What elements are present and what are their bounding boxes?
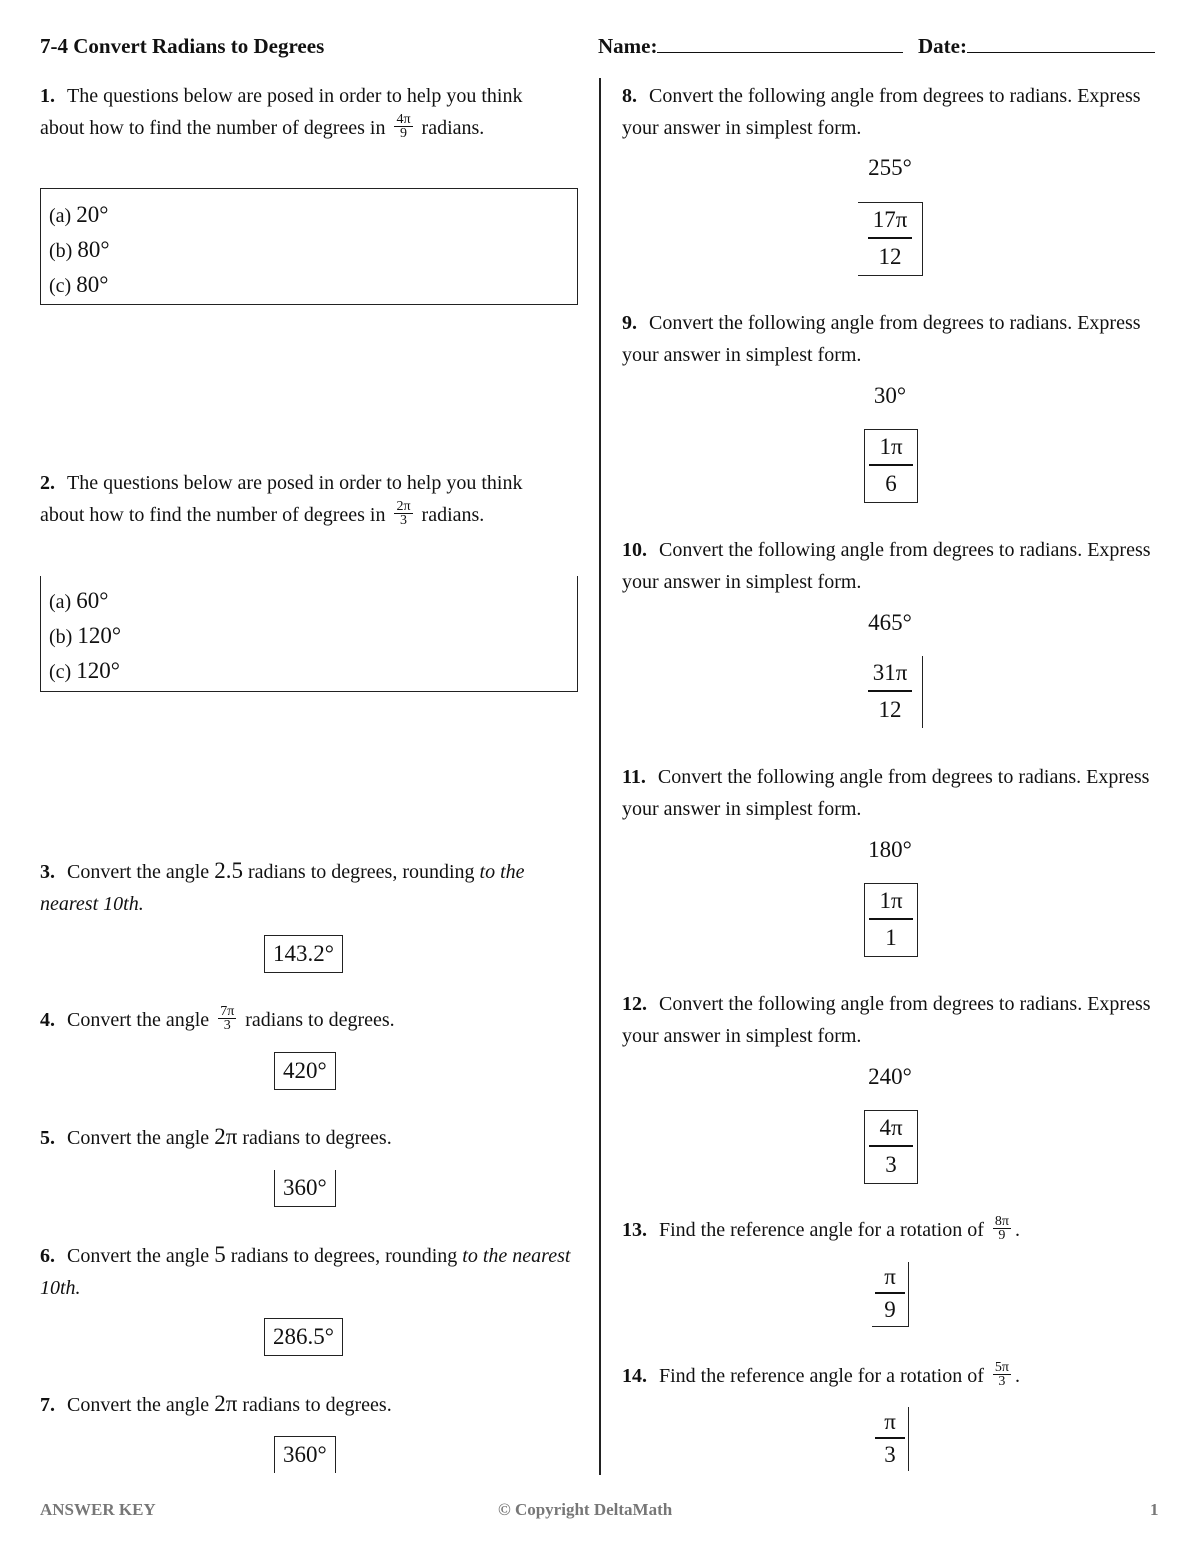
q3-answer: 143.2° [264, 935, 343, 973]
q1-answer-box [40, 188, 578, 305]
q6-answer: 286.5° [264, 1318, 343, 1356]
name-label: Name: [598, 34, 658, 58]
date-line[interactable] [967, 34, 1155, 53]
question-4: 4. Convert the angle $\frac{7\pi}{3}$ radians to degrees. [40, 1003, 395, 1033]
question-2: 2. The questions below are posed in order to help you think about how to find the number of degrees in $\frac{2\pi}{3}$ radians. [40, 472, 523, 528]
q2-answer-a: (a) 60° [49, 588, 109, 613]
name-field[interactable] [598, 34, 903, 59]
q14-answer: π 3 [872, 1407, 909, 1471]
footer-copyright: © Copyright DeltaMath [498, 1500, 673, 1519]
q2-answer-b: (b) 120° [49, 623, 122, 648]
q9-answer: 1π 6 [864, 429, 918, 503]
q7-answer: 360° [274, 1436, 336, 1473]
q1-answer-a: (a) 20° [49, 202, 109, 227]
q5-answer: 360° [274, 1170, 336, 1207]
q13-fraction: $\frac{8\pi}{9}$ [994, 1213, 1009, 1243]
q2-fraction: $\frac{2\pi}{3}$ [396, 498, 411, 528]
q10-degrees: 465° [868, 610, 912, 635]
q9-degrees: 30° [873, 383, 907, 408]
q12-degrees: 240° [868, 1064, 912, 1089]
date-label: Date: [918, 34, 967, 58]
question-10: 10. Convert the following angle from degrees to radians. Express your answer in simplest form. [622, 539, 1151, 593]
q2-answer-c: (c) 120° [49, 658, 120, 683]
q1-fraction: $\frac{4\pi}{9}$ [396, 111, 411, 141]
question-13: 13. Find the reference angle for a rotation of $\frac{8\pi}{9}$ . [622, 1213, 1020, 1243]
page-number: 1 [1150, 1500, 1159, 1519]
worksheet-title: 7-4 Convert Radians to Degrees [40, 34, 325, 58]
question-8: 8. Convert the following angle from degrees to radians. Express your answer in simplest form. [622, 85, 1141, 139]
q2-answer-box [40, 576, 578, 692]
question-5: 5. Convert the angle 2π radians to degrees. [40, 1124, 392, 1149]
question-9: 9. Convert the following angle from degrees to radians. Express your answer in simplest form. [622, 312, 1141, 366]
q4-fraction: $\frac{7\pi}{3}$ [220, 1003, 235, 1033]
name-line[interactable] [657, 34, 903, 53]
question-12: 12. Convert the following angle from degrees to radians. Express your answer in simplest form. [622, 993, 1151, 1047]
q11-answer: 1π 1 [864, 883, 918, 957]
q12-answer: 4π 3 [864, 1110, 918, 1184]
question-11: 11. Convert the following angle from degrees to radians. Express your answer in simplest form. [622, 766, 1150, 820]
question-7: 7. Convert the angle 2π radians to degrees. [40, 1391, 392, 1416]
q8-answer: 17π 12 [858, 202, 923, 276]
question-14: 14. Find the reference angle for a rotation of $\frac{5\pi}{3}$ . [622, 1359, 1020, 1389]
footer-answer-key: ANSWER KEY [40, 1500, 156, 1519]
q1-answer-c: (c) 80° [49, 272, 109, 297]
q10-answer: 31π 12 [858, 656, 923, 728]
column-divider [599, 78, 601, 1475]
question-1: 1. The questions below are posed in order to help you think about how to find the number of degrees in $\frac{4\pi}{9}$ radians. [40, 85, 523, 141]
q11-degrees: 180° [868, 837, 912, 862]
question-6: 6. Convert the angle 5 radians to degrees, rounding to the nearest 10th. [40, 1242, 571, 1299]
question-3: 3. Convert the angle 2.5 radians to degrees, rounding to the nearest 10th. [40, 858, 525, 915]
q4-answer: 420° [274, 1052, 336, 1090]
q14-fraction: $\frac{5\pi}{3}$ [994, 1359, 1009, 1389]
q1-answer-b: (b) 80° [49, 237, 110, 262]
q13-answer: π 9 [872, 1262, 909, 1327]
q8-degrees: 255° [868, 155, 912, 180]
date-field[interactable] [918, 34, 1155, 59]
